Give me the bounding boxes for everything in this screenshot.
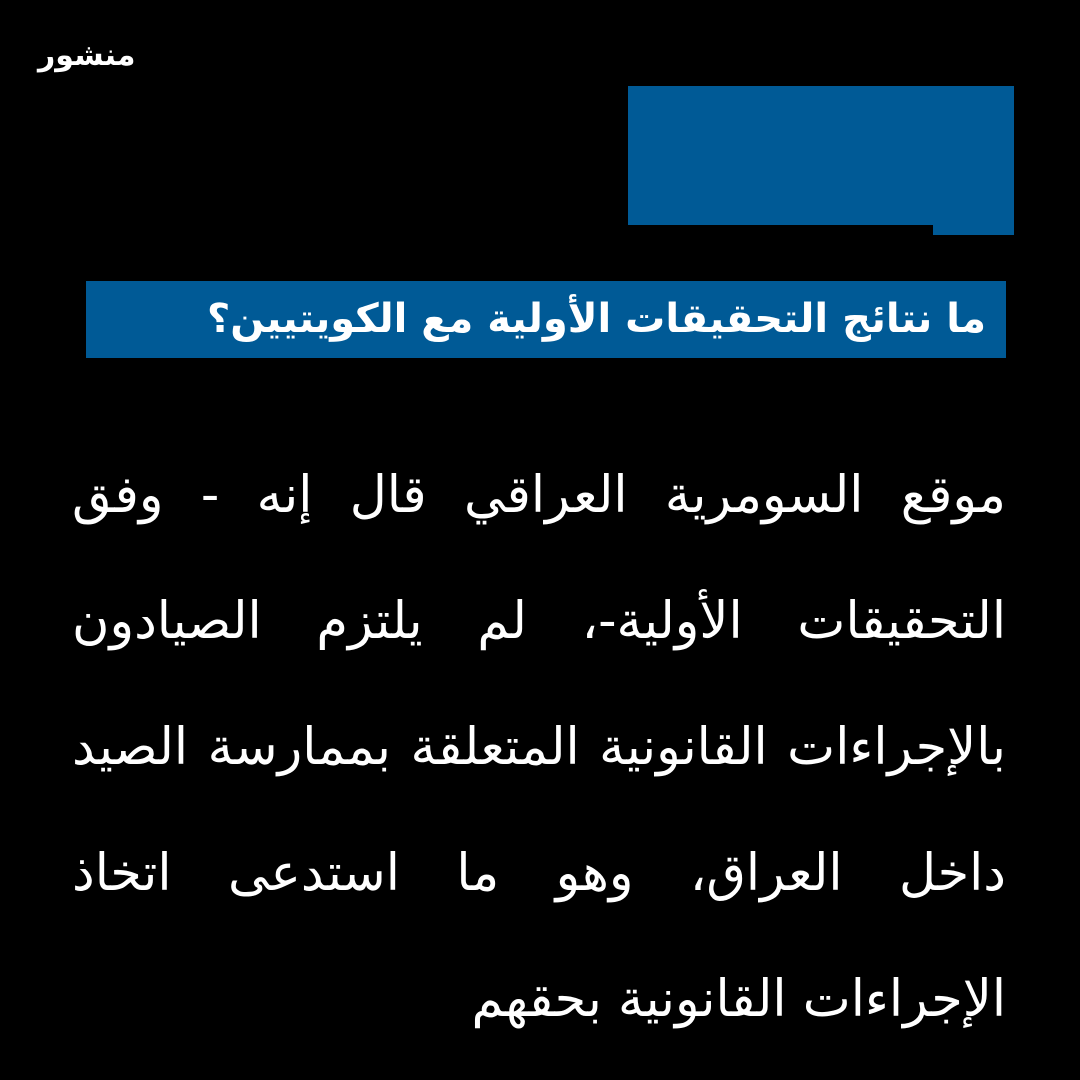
accent-block-notch	[933, 225, 1014, 235]
brand-logo: منشور	[38, 38, 136, 73]
body-paragraph: موقع السومرية العراقي قال إنه - وفق التحقيقات الأولية-، لم يلتزم الصيادون بالإجراءات القانونية المتعلقة بممارسة الصيد داخل العراق، وهو ما استدعى اتخاذ الإجراءات القانونية بحقهم	[72, 466, 1006, 1029]
accent-block	[628, 86, 1014, 225]
headline: ما نتائج التحقيقات الأولية مع الكويتيين؟	[86, 281, 1006, 358]
